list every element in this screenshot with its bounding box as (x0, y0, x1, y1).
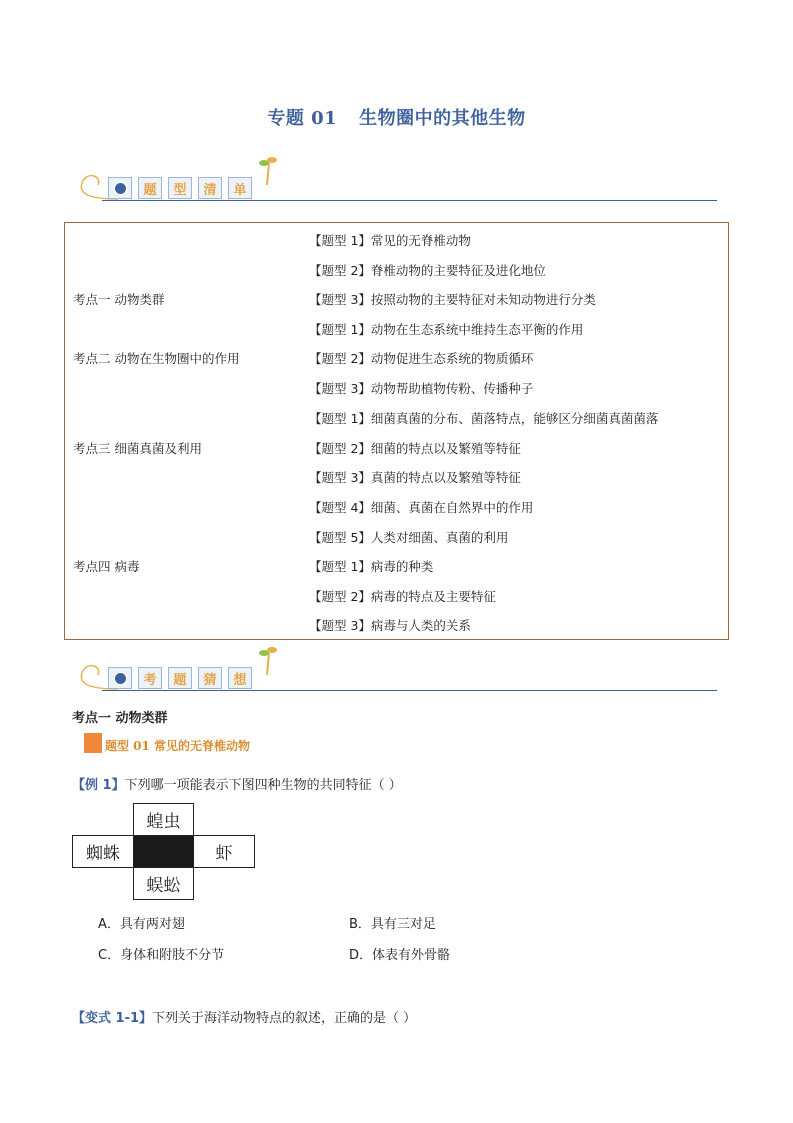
tixing-item: 【题型 3】按照动物的主要特征对未知动物进行分类 (309, 291, 596, 307)
option-text: 体表有外骨骼 (372, 948, 451, 963)
banner-char: 型 (168, 177, 192, 199)
kaodian-label: 考点四 病毒 (73, 559, 140, 574)
banner-char: 清 (198, 177, 222, 199)
banner-dot-box (108, 177, 132, 199)
option-a (98, 913, 185, 932)
tixing-item: 【题型 2】病毒的特点及主要特征 (309, 588, 496, 604)
variant-tag: 【变式 1-1】 (72, 1011, 153, 1026)
option-c (98, 944, 224, 963)
tixing-item: 【题型 1】常见的无脊椎动物 (309, 232, 471, 248)
tixing-item: 【题型 3】真菌的特点以及繁殖等特征 (309, 469, 521, 485)
variant-question-text: 下列关于海洋动物特点的叙述，正确的是（ ） (152, 1011, 417, 1026)
banner-rule (102, 200, 717, 201)
banner-char: 考 (138, 667, 162, 689)
tixing-heading-text: 题型 01 常见的无脊椎动物 (105, 739, 251, 753)
banner-char: 想 (228, 667, 252, 689)
tixing-item: 【题型 4】细菌、真菌在自然界中的作用 (309, 499, 534, 515)
kaodian-label: 考点二 动物在生物圈中的作用 (73, 351, 240, 366)
variant-question (72, 1007, 416, 1026)
sprout-icon (258, 645, 278, 675)
example-tag: 【例 1】 (72, 778, 125, 793)
banner-char: 猜 (198, 667, 222, 689)
banner-char: 单 (228, 177, 252, 199)
option-text: 具有两对翅 (119, 917, 185, 932)
banner-dot-box (108, 667, 132, 689)
tixing-item: 【题型 3】动物帮助植物传粉、传播种子 (309, 380, 534, 396)
option-key: B． (349, 917, 371, 932)
title-text: 生物圈中的其他生物 (359, 108, 526, 129)
option-b (349, 913, 436, 932)
option-key: D． (349, 948, 373, 963)
option-key: C． (98, 948, 121, 963)
example-question-text: 下列哪一项能表示下图四种生物的共同特征（ ） (124, 778, 402, 793)
kaodian-label: 考点三 细菌真菌及利用 (73, 441, 202, 456)
section-banner-kaoti-caixiang (72, 651, 717, 691)
option-text: 具有三对足 (370, 917, 436, 932)
tixing-item: 【题型 1】病毒的种类 (309, 558, 434, 574)
tixing-item: 【题型 1】细菌真菌的分布、菌落特点，能够区分细菌真菌菌落 (309, 410, 659, 426)
title-number: 专题 01 (267, 108, 338, 129)
document-title (0, 104, 793, 130)
tixing-item: 【题型 2】脊椎动物的主要特征及进化地位 (309, 262, 546, 278)
grid-cell-top: 蝗虫 (133, 803, 194, 836)
sprout-icon (258, 155, 278, 185)
tixing-item: 【题型 5】人类对细菌、真菌的利用 (309, 529, 509, 545)
grid-cell-center (133, 835, 194, 868)
circle-bullet-icon (114, 672, 127, 685)
grid-cell-bottom: 蜈蚣 (133, 867, 194, 900)
tixing-item: 【题型 2】动物促进生态系统的物质循环 (309, 350, 534, 366)
banner-char: 题 (138, 177, 162, 199)
grid-cell-right: 虾 (193, 835, 255, 868)
section-banner-tixing-qingdan (72, 161, 717, 201)
grid-cell-left: 蜘蛛 (72, 835, 134, 868)
option-key: A． (98, 917, 120, 932)
tixing-item: 【题型 2】细菌的特点以及繁殖等特征 (309, 440, 521, 456)
kaodian-label: 考点一 动物类群 (73, 292, 165, 307)
tixing-item: 【题型 1】动物在生态系统中维持生态平衡的作用 (309, 321, 584, 337)
banner-char: 题 (168, 667, 192, 689)
circle-bullet-icon (114, 182, 127, 195)
banner-rule (102, 690, 717, 691)
option-text: 身体和附肢不分节 (120, 948, 225, 963)
tixing-item: 【题型 3】病毒与人类的关系 (309, 617, 471, 633)
kaodian-heading: 考点一 动物类群 (72, 711, 168, 726)
option-d (349, 944, 450, 963)
orange-square-icon (84, 733, 102, 753)
question-type-table (64, 222, 729, 640)
example-question (72, 774, 402, 793)
